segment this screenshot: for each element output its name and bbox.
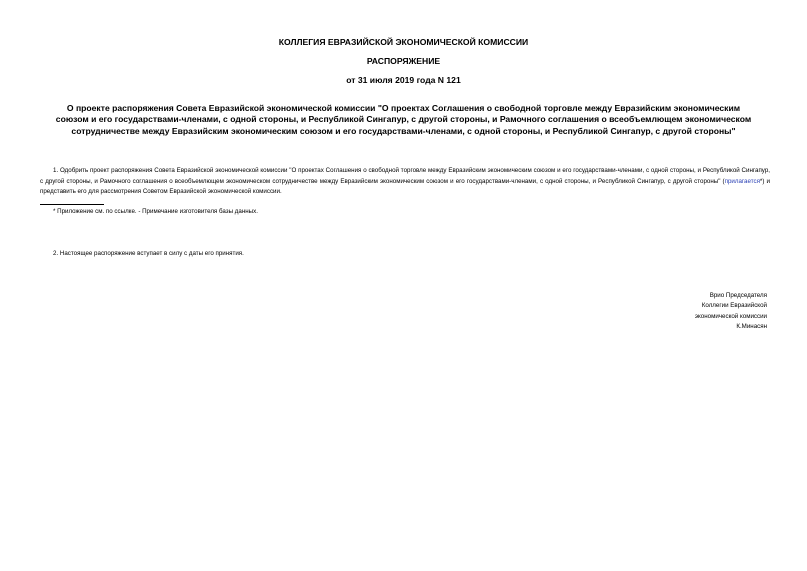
issuing-organization: КОЛЛЕГИЯ ЕВРАЗИЙСКОЙ ЭКОНОМИЧЕСКОЙ КОМИССИИ xyxy=(278,37,529,47)
paragraph-1-text-after: *) и представить его для рассмотрения Советом Евразийской экономической комиссии. xyxy=(40,177,770,196)
attachment-link[interactable]: прилагается xyxy=(724,177,760,185)
paragraph-2 xyxy=(40,249,770,260)
signature-line-1: Врио Председателя xyxy=(709,292,767,299)
signature-line-2: Коллегии Евразийской xyxy=(701,302,767,310)
paragraph-1-text-before: 1. Одобрить проект распоряжения Совета Евразийской экономической комиссии "О проектах Соглашения о свободной торговле между Евразийским экономическим союзом и его государствами-членами, с одной стороны, и Республикой Сингапур, с другой стороны, и Рамочного соглашения о всеобъемлющем экономическом сотрудничестве между Евразийским экономическим союзом и его государствами-членами, с одной стороны, и Республикой Сингапур, с другой стороны" ( xyxy=(40,167,770,185)
document-date-number: от 31 июля 2019 года N 121 xyxy=(346,75,461,85)
signature-line-3: экономической комиссии xyxy=(694,312,767,320)
document-subject: О проекте распоряжения Совета Евразийской экономической комиссии "О проектах Соглашения о свободной торговле между Евразийским экономическим союзом и его государствами-членами, с одной стороны, и Республикой Сингапур, с другой стороны, и Рамочного соглашения о всеобъемлющем экономическом сотрудничестве между Евразийским экономическим союзом и его государствами-членами, с одной стороны, и Республикой Сингапур, с другой стороны" xyxy=(55,103,752,136)
document-type: РАСПОРЯЖЕНИЕ xyxy=(366,56,441,66)
footnote: * Приложение см. по ссылке. - Примечание изготовителя базы данных. xyxy=(53,208,258,215)
paragraph-1 xyxy=(40,166,770,198)
footnote-divider xyxy=(40,204,104,205)
signature-name: К.Минасян xyxy=(736,323,767,331)
signature-block xyxy=(695,291,767,333)
paragraph-2-text: 2. Настоящее распоряжение вступает в силу с даты его принятия. xyxy=(53,250,244,257)
